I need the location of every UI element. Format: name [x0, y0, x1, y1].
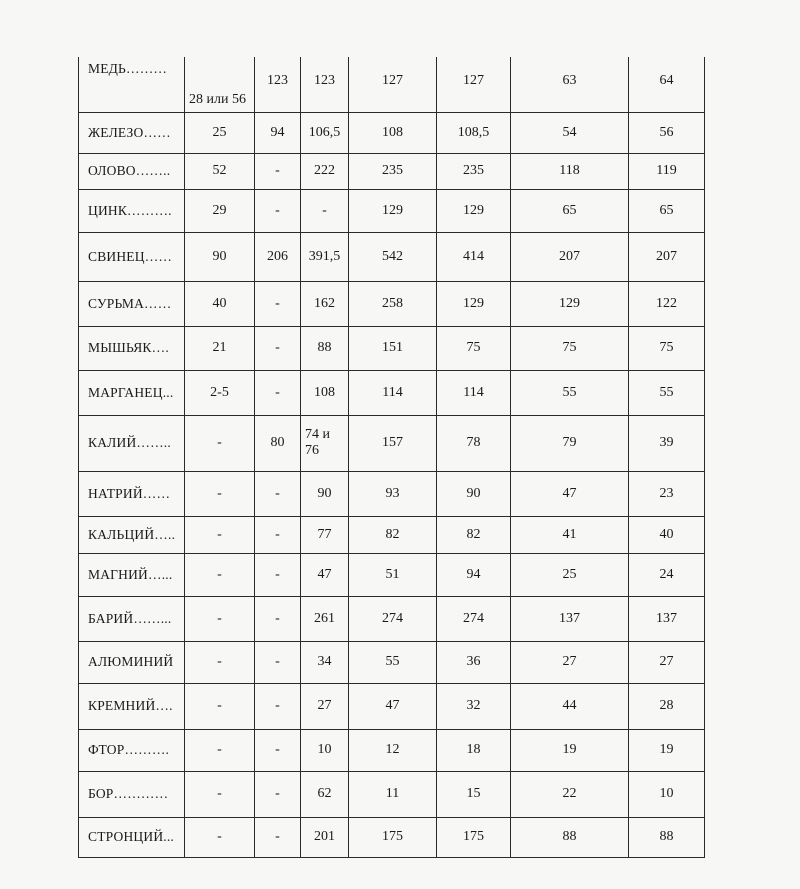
value-cell: 206	[255, 232, 301, 281]
value-cell: 12	[349, 729, 437, 771]
table-row	[79, 281, 705, 326]
value-cell: 129	[349, 189, 437, 232]
value-cell: 62	[301, 771, 349, 817]
value-cell: 93	[349, 471, 437, 516]
value-cell: 34	[301, 641, 349, 683]
value-cell: 78	[437, 415, 511, 471]
value-cell: 122	[629, 281, 705, 326]
value-cell: 222	[301, 153, 349, 189]
value-cell: 127	[437, 57, 511, 112]
value-cell: 22	[511, 771, 629, 817]
value-cell: 15	[437, 771, 511, 817]
value-cell: 90	[301, 471, 349, 516]
value-cell: 106,5	[301, 112, 349, 153]
value-cell: 40	[629, 516, 705, 553]
value-cell: -	[255, 729, 301, 771]
table-row	[79, 370, 705, 415]
value-cell: 118	[511, 153, 629, 189]
value-cell: 207	[629, 232, 705, 281]
element-name-cell: НАТРИЙ……	[79, 471, 185, 516]
value-cell: 123	[255, 57, 301, 112]
value-cell: 542	[349, 232, 437, 281]
value-cell: 75	[511, 326, 629, 370]
value-cell: 28 или 56	[185, 57, 255, 112]
value-cell: 90	[437, 471, 511, 516]
value-cell: 114	[437, 370, 511, 415]
value-cell: 41	[511, 516, 629, 553]
value-cell: -	[185, 596, 255, 641]
element-name-cell: КАЛИЙ……..	[79, 415, 185, 471]
value-cell: -	[185, 641, 255, 683]
value-cell: 29	[185, 189, 255, 232]
value-cell: 391,5	[301, 232, 349, 281]
value-cell: 2-5	[185, 370, 255, 415]
element-name-cell: КАЛЬЦИЙ…..	[79, 516, 185, 553]
value-cell: 79	[511, 415, 629, 471]
value-cell: 129	[437, 189, 511, 232]
element-name-cell: БАРИЙ……...	[79, 596, 185, 641]
value-cell: 74 и 76	[301, 415, 349, 471]
value-cell: 27	[301, 683, 349, 729]
table-row	[79, 112, 705, 153]
value-cell: 274	[349, 596, 437, 641]
table-row	[79, 553, 705, 596]
value-cell: 82	[437, 516, 511, 553]
element-name-cell: МЕДЬ………	[79, 57, 185, 112]
value-cell: 119	[629, 153, 705, 189]
value-cell: 47	[511, 471, 629, 516]
element-name-cell: МЫШЬЯК….	[79, 326, 185, 370]
value-cell: 25	[185, 112, 255, 153]
value-cell: 56	[629, 112, 705, 153]
element-name-cell: ОЛОВО……..	[79, 153, 185, 189]
value-cell: -	[185, 415, 255, 471]
value-cell: -	[255, 596, 301, 641]
value-cell: 88	[629, 817, 705, 857]
value-cell: 36	[437, 641, 511, 683]
element-name-cell: БОР…………	[79, 771, 185, 817]
value-cell: 151	[349, 326, 437, 370]
table-row	[79, 771, 705, 817]
value-cell: 75	[629, 326, 705, 370]
element-name-cell: МАГНИЙ…...	[79, 553, 185, 596]
value-cell: 54	[511, 112, 629, 153]
table-row	[79, 683, 705, 729]
value-cell: 47	[349, 683, 437, 729]
value-cell: 18	[437, 729, 511, 771]
value-cell: 207	[511, 232, 629, 281]
value-cell: 64	[629, 57, 705, 112]
element-name-cell: ЖЕЛЕЗО……	[79, 112, 185, 153]
value-cell: 235	[437, 153, 511, 189]
value-cell: 175	[437, 817, 511, 857]
value-cell: -	[255, 326, 301, 370]
value-cell: 123	[301, 57, 349, 112]
value-cell: -	[185, 771, 255, 817]
value-cell: 162	[301, 281, 349, 326]
value-cell: 21	[185, 326, 255, 370]
element-name-cell: ФТОР……….	[79, 729, 185, 771]
table-row	[79, 641, 705, 683]
value-cell: 129	[511, 281, 629, 326]
value-cell: 27	[511, 641, 629, 683]
value-cell: 10	[629, 771, 705, 817]
value-cell: 55	[349, 641, 437, 683]
value-cell: 47	[301, 553, 349, 596]
value-cell: 108,5	[437, 112, 511, 153]
value-cell: 129	[437, 281, 511, 326]
table-row	[79, 57, 705, 112]
table-row	[79, 596, 705, 641]
value-cell: 137	[629, 596, 705, 641]
value-cell: -	[255, 641, 301, 683]
table-row	[79, 153, 705, 189]
value-cell: 44	[511, 683, 629, 729]
value-cell: 80	[255, 415, 301, 471]
value-cell: 11	[349, 771, 437, 817]
value-cell: -	[255, 516, 301, 553]
value-cell: 63	[511, 57, 629, 112]
value-cell: 114	[349, 370, 437, 415]
value-cell: -	[255, 281, 301, 326]
value-cell: 261	[301, 596, 349, 641]
value-cell: -	[185, 553, 255, 596]
value-cell: -	[185, 729, 255, 771]
value-cell: -	[185, 683, 255, 729]
value-cell: 274	[437, 596, 511, 641]
element-name-cell: КРЕМНИЙ….	[79, 683, 185, 729]
value-cell: 94	[437, 553, 511, 596]
element-name-cell: СТРОНЦИЙ...	[79, 817, 185, 857]
value-cell: 65	[511, 189, 629, 232]
value-cell: 82	[349, 516, 437, 553]
value-cell: 137	[511, 596, 629, 641]
value-cell: 157	[349, 415, 437, 471]
table-row	[79, 232, 705, 281]
value-cell: 65	[629, 189, 705, 232]
value-cell: -	[255, 771, 301, 817]
value-cell: -	[255, 553, 301, 596]
table-row	[79, 189, 705, 232]
value-cell: -	[301, 189, 349, 232]
value-cell: 27	[629, 641, 705, 683]
table-row	[79, 516, 705, 553]
value-cell: 19	[629, 729, 705, 771]
value-cell: 52	[185, 153, 255, 189]
value-cell: -	[255, 683, 301, 729]
value-cell: 127	[349, 57, 437, 112]
value-cell: 201	[301, 817, 349, 857]
element-name-cell: ЦИНК……….	[79, 189, 185, 232]
value-cell: 19	[511, 729, 629, 771]
value-cell: 28	[629, 683, 705, 729]
element-name-cell: СВИНЕЦ……	[79, 232, 185, 281]
value-cell: 88	[511, 817, 629, 857]
value-cell: 40	[185, 281, 255, 326]
element-name-cell: МАРГАНЕЦ...	[79, 370, 185, 415]
element-name-cell: АЛЮМИНИЙ	[79, 641, 185, 683]
value-cell: 75	[437, 326, 511, 370]
value-cell: -	[255, 153, 301, 189]
value-cell: 51	[349, 553, 437, 596]
table-row	[79, 415, 705, 471]
value-cell: 39	[629, 415, 705, 471]
value-cell: 55	[511, 370, 629, 415]
value-cell: -	[185, 471, 255, 516]
value-cell: 175	[349, 817, 437, 857]
element-table	[78, 57, 705, 858]
element-name-cell: СУРЬМА……	[79, 281, 185, 326]
table-row	[79, 729, 705, 771]
table-row	[79, 471, 705, 516]
value-cell: -	[255, 471, 301, 516]
value-cell: 23	[629, 471, 705, 516]
value-cell: 414	[437, 232, 511, 281]
value-cell: -	[185, 516, 255, 553]
value-cell: 258	[349, 281, 437, 326]
value-cell: 108	[349, 112, 437, 153]
value-cell: 90	[185, 232, 255, 281]
value-cell: 77	[301, 516, 349, 553]
value-cell: 10	[301, 729, 349, 771]
value-cell: -	[255, 370, 301, 415]
value-cell: -	[185, 817, 255, 857]
value-cell: 88	[301, 326, 349, 370]
value-cell: 108	[301, 370, 349, 415]
value-cell: 55	[629, 370, 705, 415]
value-cell: 94	[255, 112, 301, 153]
value-cell: 24	[629, 553, 705, 596]
table-row	[79, 817, 705, 857]
value-cell: -	[255, 189, 301, 232]
value-cell: 235	[349, 153, 437, 189]
value-cell: 25	[511, 553, 629, 596]
table-row	[79, 326, 705, 370]
value-cell: 32	[437, 683, 511, 729]
value-cell: -	[255, 817, 301, 857]
